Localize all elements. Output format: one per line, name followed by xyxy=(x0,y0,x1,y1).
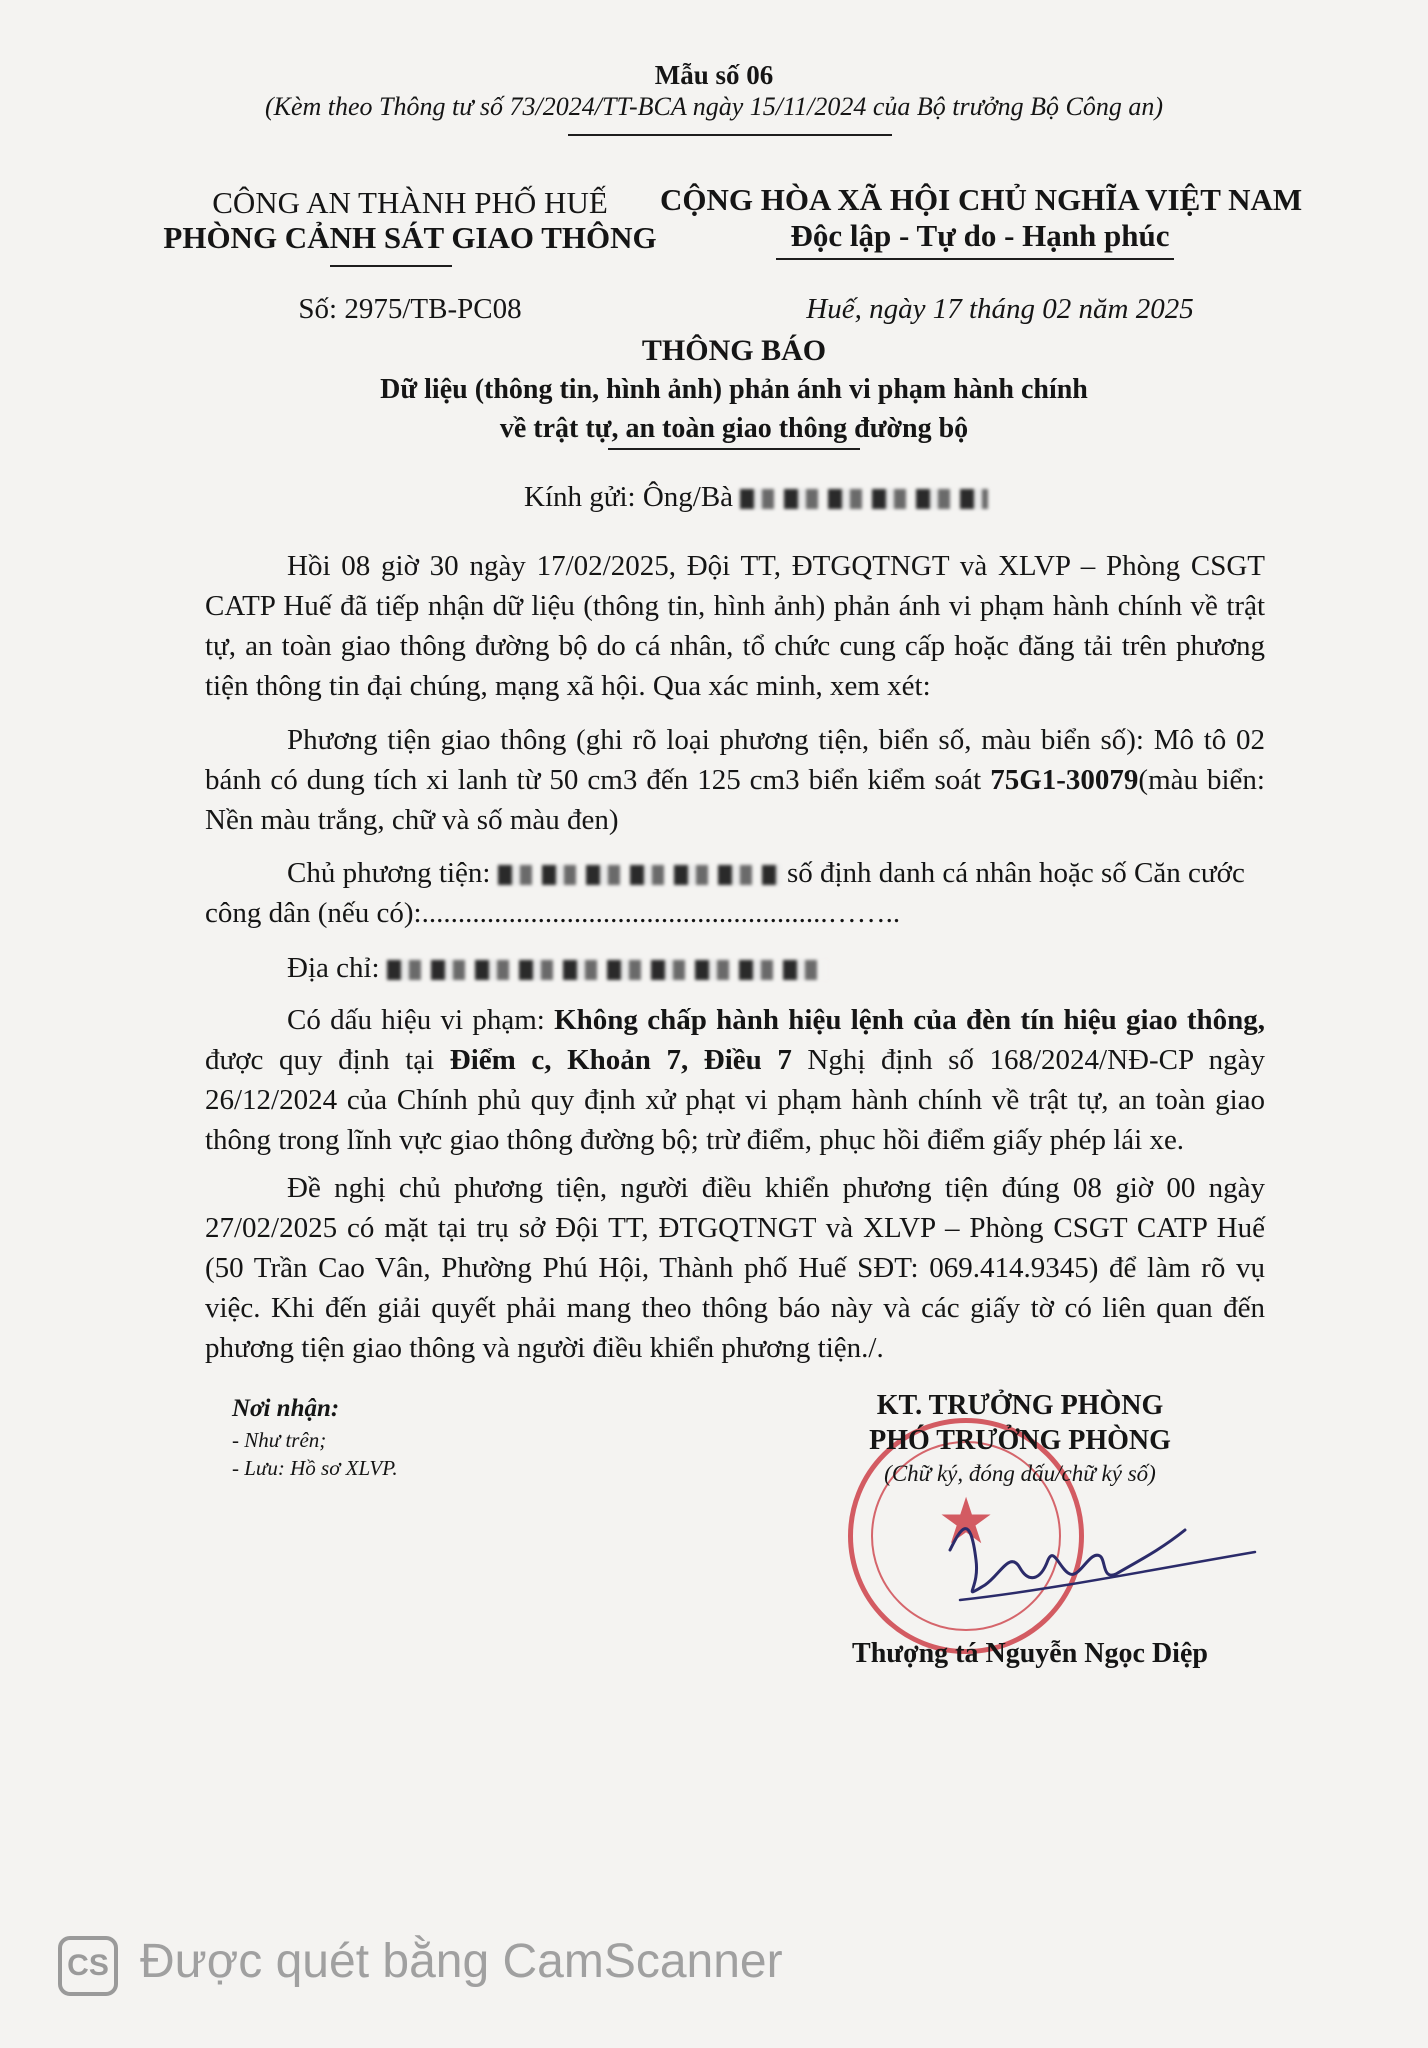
paragraph-request xyxy=(205,1168,1265,1368)
violation-label: Có dấu hiệu vi phạm: xyxy=(287,1004,555,1036)
violation-description: Không chấp hành hiệu lệnh của đèn tín hiệu giao thông, xyxy=(554,1004,1266,1036)
form-number: Mẫu số 06 xyxy=(654,60,774,90)
recipient-label: Kính gửi: Ông/Bà xyxy=(524,481,734,513)
issuer-underline xyxy=(330,265,452,267)
handwritten-signature xyxy=(930,1490,1260,1620)
signer-name: Thượng tá Nguyễn Ngọc Diệp xyxy=(852,1638,1208,1669)
violation-regulation-text: Nghị định số 168/2024/NĐ-CP ngày 26/12/2024 của Chính phủ quy định xử phạt vi phạm hành chính về trật tự, an toàn giao thông trong lĩnh vực giao thông đường bộ; trừ điểm, phục hồi điểm giấy phép lái xe. xyxy=(205,1044,1265,1156)
issuer-agency: CÔNG AN THÀNH PHỐ HUẾ xyxy=(212,185,608,220)
recipient-line xyxy=(524,481,988,514)
paragraph-owner xyxy=(205,853,1265,933)
violation-regulation-prefix: được quy định tại xyxy=(205,1044,450,1076)
subtitle-underline xyxy=(608,448,860,450)
violation-article: Điểm c, Khoản 7, Điều 7 xyxy=(449,1044,792,1076)
document-subtitle-2: về trật tự, an toàn giao thông đường bộ xyxy=(499,413,969,444)
paragraph-vehicle xyxy=(205,720,1265,840)
motto-underline xyxy=(776,258,1174,260)
national-motto: Độc lập - Tự do - Hạnh phúc xyxy=(790,218,1170,253)
form-reference: (Kèm theo Thông tư số 73/2024/TT-BCA ngày 15/11/2024 của Bộ trưởng Bộ Công an) xyxy=(264,92,1164,121)
signature-position: PHÓ TRƯỞNG PHÒNG xyxy=(869,1425,1171,1456)
receiver-item-1: - Như trên; xyxy=(232,1428,327,1452)
receivers-title: Nơi nhận: xyxy=(232,1395,340,1422)
signature-note: (Chữ ký, đóng dấu/chữ ký số) xyxy=(884,1461,1156,1486)
address-label: Địa chỉ: xyxy=(287,952,380,984)
redacted-address xyxy=(387,960,827,980)
signature-title: KT. TRƯỞNG PHÒNG xyxy=(876,1390,1164,1421)
signature-stroke-1 xyxy=(950,1529,1185,1592)
paragraph-intake xyxy=(205,546,1265,706)
document-subtitle-1: Dữ liệu (thông tin, hình ảnh) phản ánh vi phạm hành chính xyxy=(380,374,1088,405)
camscanner-watermark-text: Được quét bằng CamScanner xyxy=(140,1935,783,1988)
stamp-star-icon: ★ xyxy=(937,1485,995,1559)
paragraph-intake-text: Hồi 08 giờ 30 ngày 17/02/2025, Đội TT, ĐTGQTNGT và XLVP – Phòng CSGT CATP Huế đã tiếp nhận dữ liệu (thông tin, hình ảnh) phản ánh vi phạm hành chính về trật tự, an toàn giao thông đường bộ do cá nhân, tổ chức cung cấp hoặc đăng tải trên phương tiện thông tin đại chúng, mạng xã hội. Qua xác minh, xem xét: xyxy=(205,550,1265,702)
document-number: Số: 2975/TB-PC08 xyxy=(298,293,522,325)
paragraph-address xyxy=(205,948,1265,988)
document-date: Huế, ngày 17 tháng 02 năm 2025 xyxy=(806,293,1194,325)
document-title: THÔNG BÁO xyxy=(641,334,827,367)
camscanner-logo: CS xyxy=(58,1936,118,1996)
signature-stroke-2 xyxy=(960,1552,1255,1600)
plate-color: (màu biển: Nền màu trắng, chữ và số màu đen) xyxy=(205,764,1265,836)
vehicle-description: Phương tiện giao thông (ghi rõ loại phương tiện, biển số, màu biển số): Mô tô 02 bánh có dung tích xi lanh từ 50 cm3 đến 125 cm3 biển kiểm soát xyxy=(205,724,1265,796)
redacted-recipient-name xyxy=(740,489,988,509)
request-text: Đề nghị chủ phương tiện, người điều khiển phương tiện đúng 08 giờ 00 ngày 27/02/2025 có mặt tại trụ sở Đội TT, ĐTGQTNGT và XLVP – Phòng CSGT CATP Huế (50 Trần Cao Vân, Phường Phú Hội, Thành phố Huế SĐT: 069.414.9345) để làm rõ vụ việc. Khi đến giải quyết phải mang theo thông báo này và các giấy tờ có liên quan đến phương tiện giao thông và người điều khiển phương tiện./. xyxy=(205,1172,1265,1364)
owner-id-label: số định danh cá nhân hoặc số Căn cước xyxy=(786,857,1245,889)
form-ref-underline xyxy=(568,134,892,136)
paragraph-violation xyxy=(205,1000,1265,1160)
redacted-owner-name xyxy=(498,865,780,885)
citizen-id-line: công dân (nếu có):........................................................…….. xyxy=(205,897,901,929)
receiver-item-2: - Lưu: Hồ sơ XLVP. xyxy=(232,1456,398,1480)
national-title: CỘNG HÒA XÃ HỘI CHỦ NGHĨA VIỆT NAM xyxy=(660,182,1303,217)
issuer-department: PHÒNG CẢNH SÁT GIAO THÔNG xyxy=(163,220,657,255)
owner-label: Chủ phương tiện: xyxy=(287,857,491,889)
license-plate: 75G1-30079 xyxy=(990,764,1139,796)
